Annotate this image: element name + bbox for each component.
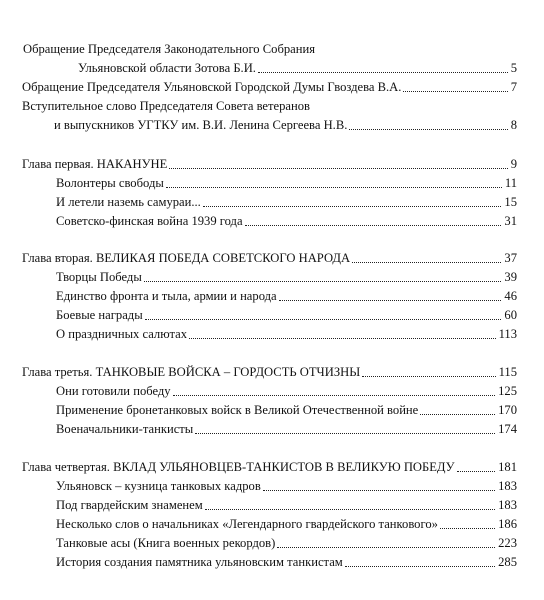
toc-page-number: 5	[510, 61, 517, 75]
toc-entry-title: Волонтеры свободы	[56, 176, 164, 190]
toc-page-number: 11	[504, 176, 517, 190]
toc-entry	[56, 325, 517, 344]
toc-entry-title: Советско-финская война 1939 года	[56, 214, 243, 228]
toc-entry-title: Единство фронта и тыла, армии и народа	[56, 289, 277, 303]
chapter-heading	[22, 458, 517, 477]
toc-entry-title: Военачальники-танкисты	[56, 422, 194, 436]
toc-entry	[56, 401, 517, 420]
dot-leader	[420, 401, 495, 415]
dot-leader	[277, 534, 495, 548]
toc-entry	[56, 212, 517, 231]
toc-page-number: 183	[498, 498, 517, 512]
toc-entry	[56, 477, 517, 496]
toc-entry-title: Танковые асы (Книга военных рекордов)	[56, 536, 276, 550]
toc-entry	[56, 174, 517, 193]
toc-page-number: 223	[498, 536, 517, 550]
dot-leader	[349, 116, 507, 130]
chapter-2	[0, 249, 544, 344]
toc-entry	[56, 553, 517, 572]
toc-entry-line	[22, 97, 544, 116]
toc-page-number: 285	[498, 555, 517, 569]
dot-leader	[258, 59, 508, 73]
toc-page-number: 170	[498, 403, 517, 417]
dot-leader	[205, 496, 495, 510]
toc-page-number: 31	[504, 214, 517, 228]
toc-entry	[56, 534, 517, 553]
toc-page-number: 8	[510, 118, 517, 132]
toc-page-number: 37	[504, 251, 517, 265]
dot-leader	[166, 174, 502, 188]
dot-leader	[145, 306, 502, 320]
toc-page-number: 60	[504, 308, 517, 322]
dot-leader	[144, 268, 502, 282]
chapter-4	[0, 458, 544, 572]
chapter-heading	[22, 155, 517, 174]
toc-entry-title: Применение бронетанковых войск в Великой Отечественной войне	[56, 403, 419, 417]
dot-leader	[195, 420, 495, 434]
dot-leader	[440, 515, 495, 529]
toc-entry-title: Несколько слов о начальниках «Легендарного гвардейского танкового»	[56, 517, 438, 531]
toc-entry	[56, 382, 517, 401]
toc-entry-title: Они готовили победу	[56, 384, 171, 398]
dot-leader	[457, 458, 496, 472]
dot-leader	[362, 363, 495, 377]
chapter-heading	[22, 249, 517, 268]
toc-entry-title: Творцы Победы	[56, 270, 142, 284]
toc-page-number: 46	[504, 289, 517, 303]
toc-page-number: 9	[510, 157, 517, 171]
toc-entry-title: Под гвардейским знаменем	[56, 498, 203, 512]
toc-entry-title: Глава третья. ТАНКОВЫЕ ВОЙСКА – ГОРДОСТЬ ОТЧИЗНЫ	[22, 365, 361, 379]
dot-leader	[263, 477, 495, 491]
toc-page-number: 174	[498, 422, 517, 436]
dot-leader	[245, 212, 502, 226]
toc-entry	[56, 306, 517, 325]
toc-entry-title: Обращение Председателя Ульяновской Городской Думы Гвоздева В.А.	[22, 80, 402, 94]
toc-entry-title: Боевые награды	[56, 308, 143, 322]
toc-entry	[56, 420, 517, 439]
toc-entry-title: Вступительное слово Председателя Совета ветеранов	[22, 99, 310, 113]
toc-entry-title: История создания памятника ульяновским танкистам	[56, 555, 343, 569]
toc-page-number: 113	[498, 327, 517, 341]
dot-leader	[279, 287, 502, 301]
toc-entry-title: Обращение Председателя Законодательного Собрания	[23, 42, 316, 56]
toc-entry	[56, 515, 517, 534]
chapter-3	[0, 363, 544, 439]
toc-entry-title: Ульяновск – кузница танковых кадров	[56, 479, 261, 493]
toc-entry-title: Глава первая. НАКАНУНЕ	[22, 157, 168, 171]
toc-entry	[56, 268, 517, 287]
toc-page-number: 115	[498, 365, 517, 379]
toc-entry	[78, 59, 517, 78]
toc-entry-title: О праздничных салютах	[56, 327, 187, 341]
toc-entry-title: Глава вторая. ВЕЛИКАЯ ПОБЕДА СОВЕТСКОГО НАРОДА	[22, 251, 351, 265]
toc-entry	[56, 193, 517, 212]
toc-page-number: 125	[498, 384, 517, 398]
dot-leader	[345, 553, 495, 567]
dot-leader	[352, 249, 501, 263]
toc-entry	[56, 496, 517, 515]
dot-leader	[189, 325, 496, 339]
chapter-1	[0, 155, 544, 231]
dot-leader	[173, 382, 496, 396]
toc-entry-title: Ульяновской области Зотова Б.И.	[78, 61, 256, 75]
dot-leader	[403, 78, 507, 92]
toc-entry-title: Глава четвертая. ВКЛАД УЛЬЯНОВЦЕВ-ТАНКИСТОВ В ВЕЛИКУЮ ПОБЕДУ	[22, 460, 455, 474]
front-matter	[0, 40, 544, 135]
toc-page-number: 183	[498, 479, 517, 493]
chapter-heading	[22, 363, 517, 382]
toc-page-number: 39	[504, 270, 517, 284]
toc-page-number: 15	[504, 195, 517, 209]
toc-page-number: 186	[498, 517, 517, 531]
toc-entry-line	[23, 40, 544, 59]
dot-leader	[203, 193, 502, 207]
dot-leader	[169, 155, 507, 169]
toc-entry	[54, 116, 517, 135]
toc-entry-title: И летели наземь самураи...	[56, 195, 201, 209]
toc-entry	[22, 78, 517, 97]
toc-page-number: 7	[510, 80, 517, 94]
toc-page-number: 181	[498, 460, 517, 474]
toc-entry-title: и выпускников УГТКУ им. В.И. Ленина Сергеева Н.В.	[54, 118, 348, 132]
toc-entry	[56, 287, 517, 306]
